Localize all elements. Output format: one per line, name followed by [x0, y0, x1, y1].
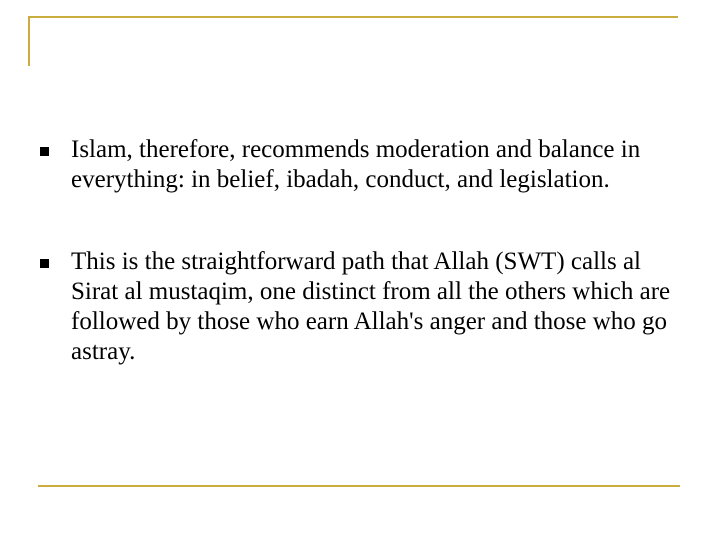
top-rule [28, 16, 678, 18]
bullet-item [40, 247, 690, 367]
bottom-rule [38, 485, 680, 487]
bullet-text: This is the straightforward path that Allah (SWT) calls al Sirat al mustaqim, one distinct from all the others which are followed by those who earn Allah's anger and those who go astray. [71, 248, 671, 365]
bullet-list [40, 135, 690, 367]
left-rule [28, 16, 30, 66]
bullet-text: Islam, therefore, recommends moderation and balance in everything: in belief, ibadah, conduct, and legislation. [71, 136, 641, 193]
bullet-item [40, 135, 690, 195]
square-bullet-icon [40, 259, 49, 268]
square-bullet-icon [40, 147, 49, 156]
